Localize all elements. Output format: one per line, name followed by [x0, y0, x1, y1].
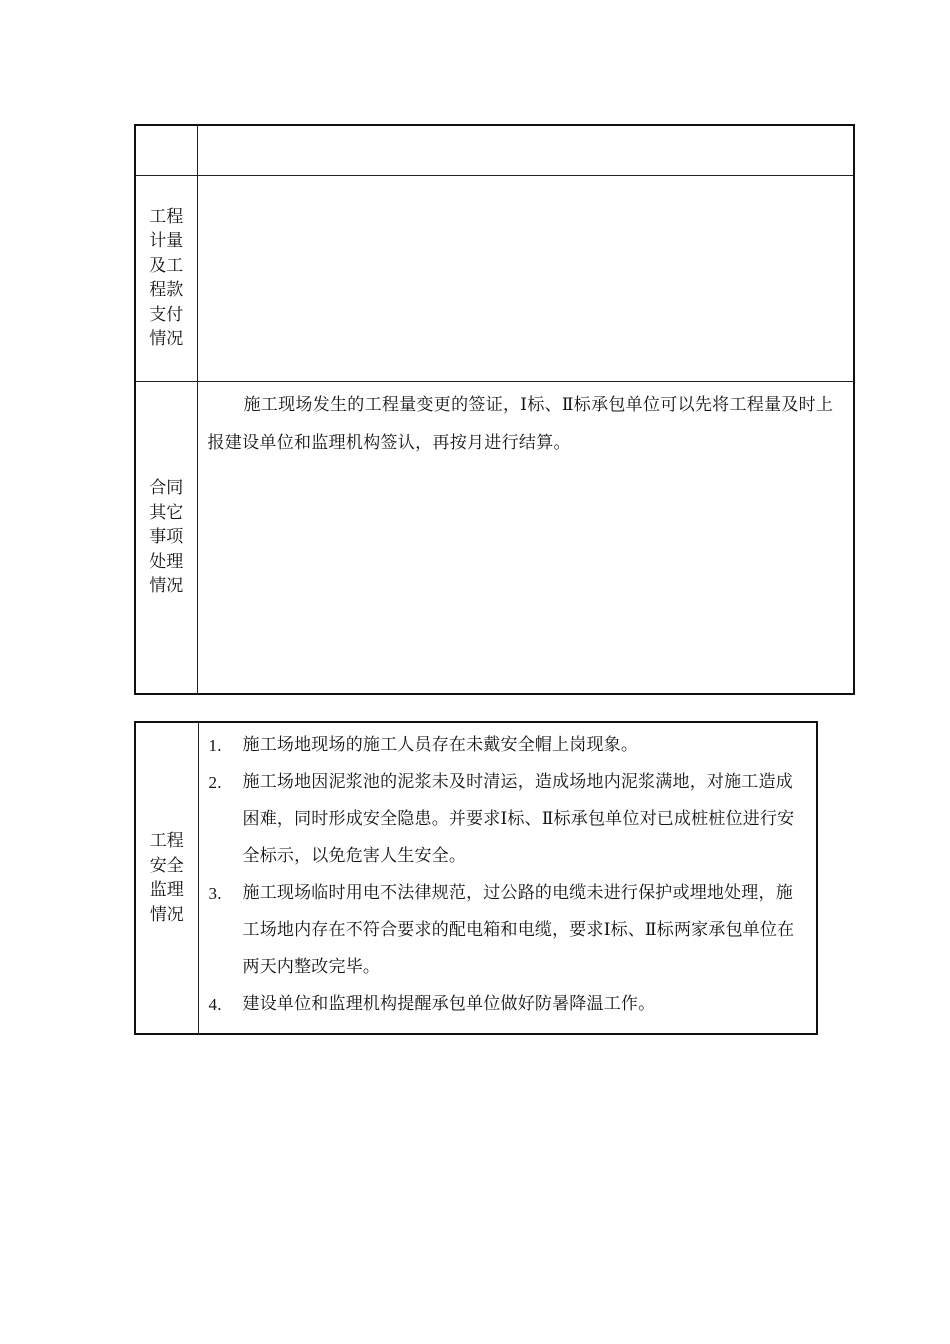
- list-item: [199, 986, 807, 1023]
- safety-supervision-content: [198, 722, 817, 1034]
- item-number: 2.: [208, 773, 222, 792]
- contract-other-content: [197, 381, 854, 694]
- table-row: [135, 381, 854, 694]
- label-contract-other: [135, 381, 197, 694]
- label-payment-status: [135, 175, 197, 381]
- row-content-empty: [197, 125, 854, 175]
- report-table-safety: [134, 721, 818, 1035]
- list-item: [199, 875, 807, 986]
- table-row: [135, 125, 854, 175]
- safety-items-list: [199, 723, 817, 1023]
- list-item: [199, 764, 807, 875]
- table-row: [135, 175, 854, 381]
- list-item: [199, 727, 807, 764]
- row-label-empty: [135, 125, 197, 175]
- label-safety-supervision: [135, 722, 198, 1034]
- item-text: 施工现场临时用电不法律规范，过公路的电缆未进行保护或埋地处理，施工场地内存在不符合要求的配电箱和电缆，要求Ⅰ标、Ⅱ标两家承包单位在两天内整改完毕。: [242, 883, 795, 977]
- payment-status-content: [197, 175, 854, 381]
- item-number: 3.: [208, 884, 222, 903]
- item-text: 施工场地现场的施工人员存在未戴安全帽上岗现象。: [242, 735, 639, 755]
- label-payment-status-text: 工程计量及工程款支付情况: [149, 206, 184, 349]
- item-number: 1.: [208, 736, 222, 755]
- item-text: 建设单位和监理机构提醒承包单位做好防暑降温工作。: [242, 994, 656, 1014]
- report-table-top: [134, 124, 855, 695]
- item-number: 4.: [208, 995, 222, 1014]
- item-text: 施工场地因泥浆池的泥浆未及时清运，造成场地内泥浆满地，对施工造成困难，同时形成安全隐患。并要求Ⅰ标、Ⅱ标承包单位对已成桩桩位进行安全标示，以免危害人生安全。: [242, 772, 795, 866]
- contract-other-paragraph: 施工现场发生的工程量变更的签证，Ⅰ标、Ⅱ标承包单位可以先将工程量及时上报建设单位和监理机构签认，再按月进行结算。: [207, 394, 834, 453]
- label-safety-supervision-text: 工程安全监理情况: [149, 831, 184, 925]
- label-contract-other-text: 合同其它事项处理情况: [149, 478, 184, 596]
- table-row: [135, 722, 817, 1034]
